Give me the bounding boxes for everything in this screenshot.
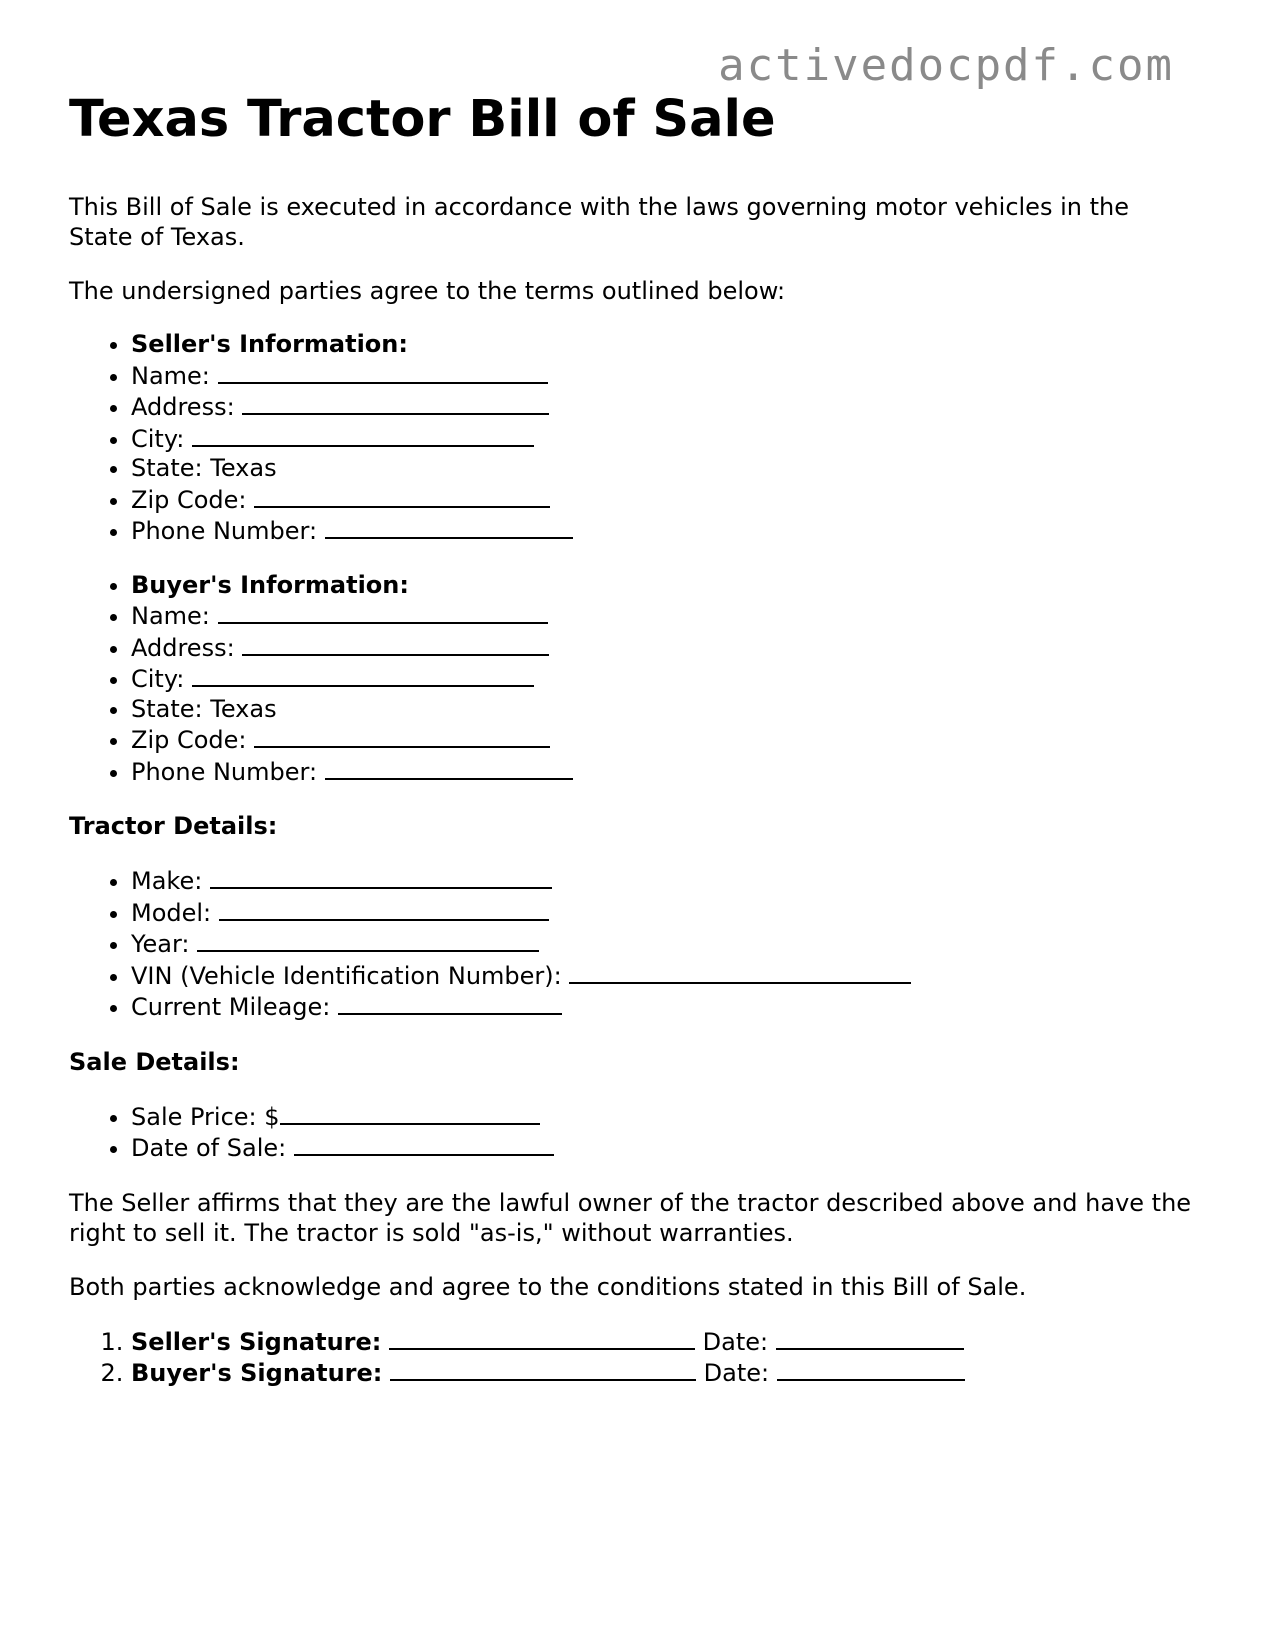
tractor-year-blank[interactable] xyxy=(197,928,539,952)
list-item xyxy=(131,484,1199,516)
page-title: Texas Tractor Bill of Sale xyxy=(69,90,776,149)
list-item xyxy=(131,632,1199,664)
list-item xyxy=(131,865,1199,897)
buyer-signature-label: Buyer's Signature: xyxy=(131,1359,383,1387)
field-label: Name: xyxy=(131,602,210,630)
field-label: Address: xyxy=(131,633,235,662)
seller-info-list xyxy=(69,330,1199,547)
document-page xyxy=(69,88,1199,1389)
seller-signature-blank[interactable] xyxy=(389,1326,695,1350)
field-label: Sale Price: $ xyxy=(131,1102,280,1131)
tractor-details-list xyxy=(69,865,1199,1023)
field-label: State: Texas xyxy=(131,454,277,482)
tractor-make-blank[interactable] xyxy=(210,865,552,889)
affirmation-paragraph: The Seller affirms that they are the lawful owner of the tractor described above and have the right to sell it. The tractor is sold "as-is," without warranties. xyxy=(69,1188,1192,1247)
list-item xyxy=(131,391,1199,423)
acknowledgement-paragraph: Both parties acknowledge and agree to the conditions stated in this Bill of Sale. xyxy=(69,1272,1027,1301)
field-label: Date of Sale: xyxy=(131,1134,287,1162)
field-label: Zip Code: xyxy=(131,485,247,514)
list-item xyxy=(131,423,1199,455)
list-item xyxy=(131,1326,1199,1358)
list-item xyxy=(131,571,1199,601)
field-label: Name: xyxy=(131,361,210,390)
list-item xyxy=(131,928,1199,960)
list-item xyxy=(131,695,1199,725)
buyer-phone-blank[interactable] xyxy=(325,756,573,780)
list-item xyxy=(131,897,1199,929)
field-label: Make: xyxy=(131,867,203,895)
seller-city-blank[interactable] xyxy=(192,423,534,447)
list-item xyxy=(131,454,1199,484)
list-item xyxy=(131,600,1199,632)
field-label: City: xyxy=(131,424,185,453)
buyer-signature-blank[interactable] xyxy=(390,1357,696,1381)
field-label: Year: xyxy=(131,930,190,958)
list-item xyxy=(131,663,1199,695)
sale-price-blank[interactable] xyxy=(280,1101,540,1125)
tractor-model-blank[interactable] xyxy=(219,897,549,921)
field-label: State: Texas xyxy=(131,694,277,723)
list-item xyxy=(131,991,1199,1023)
list-item xyxy=(131,330,1199,360)
field-label: City: xyxy=(131,665,185,693)
signature-list xyxy=(69,1326,1199,1389)
sale-date-blank[interactable] xyxy=(294,1132,554,1156)
tractor-details-heading: Tractor Details: xyxy=(69,812,278,840)
list-item xyxy=(131,724,1199,756)
field-label: Model: xyxy=(131,898,212,927)
list-item xyxy=(131,515,1199,547)
watermark: activedocpdf.com xyxy=(718,40,1174,91)
field-label: VIN (Vehicle Identification Number): xyxy=(131,961,562,990)
buyer-name-blank[interactable] xyxy=(218,600,548,624)
seller-name-blank[interactable] xyxy=(218,360,548,384)
buyer-date-blank[interactable] xyxy=(777,1357,965,1381)
tractor-vin-blank[interactable] xyxy=(569,960,911,984)
sale-details-heading: Sale Details: xyxy=(69,1047,240,1076)
field-label: Zip Code: xyxy=(131,726,247,754)
seller-heading: Seller's Information: xyxy=(131,330,408,358)
list-item xyxy=(131,756,1199,788)
seller-address-blank[interactable] xyxy=(242,391,549,415)
date-label: Date: xyxy=(702,1327,769,1356)
buyer-address-blank[interactable] xyxy=(242,632,549,656)
seller-phone-blank[interactable] xyxy=(325,515,573,539)
tractor-mileage-blank[interactable] xyxy=(338,991,562,1015)
list-item xyxy=(131,360,1199,392)
field-label: Phone Number: xyxy=(131,757,318,786)
list-item xyxy=(131,1357,1199,1389)
list-item xyxy=(131,1132,1199,1164)
buyer-info-list xyxy=(69,571,1199,788)
list-item xyxy=(131,960,1199,992)
seller-zip-blank[interactable] xyxy=(254,484,550,508)
buyer-zip-blank[interactable] xyxy=(254,724,550,748)
list-item xyxy=(131,1101,1199,1133)
sale-details-list xyxy=(69,1101,1199,1164)
date-label: Date: xyxy=(703,1359,770,1387)
terms-paragraph: The undersigned parties agree to the terms outlined below: xyxy=(69,277,786,305)
intro-paragraph: This Bill of Sale is executed in accordance with the laws governing motor vehicles in the State of Texas. xyxy=(69,193,1129,251)
seller-date-blank[interactable] xyxy=(776,1326,964,1350)
field-label: Address: xyxy=(131,393,235,421)
buyer-heading: Buyer's Information: xyxy=(131,570,409,599)
field-label: Current Mileage: xyxy=(131,993,331,1021)
seller-signature-label: Seller's Signature: xyxy=(131,1327,382,1356)
field-label: Phone Number: xyxy=(131,517,318,545)
buyer-city-blank[interactable] xyxy=(192,663,534,687)
